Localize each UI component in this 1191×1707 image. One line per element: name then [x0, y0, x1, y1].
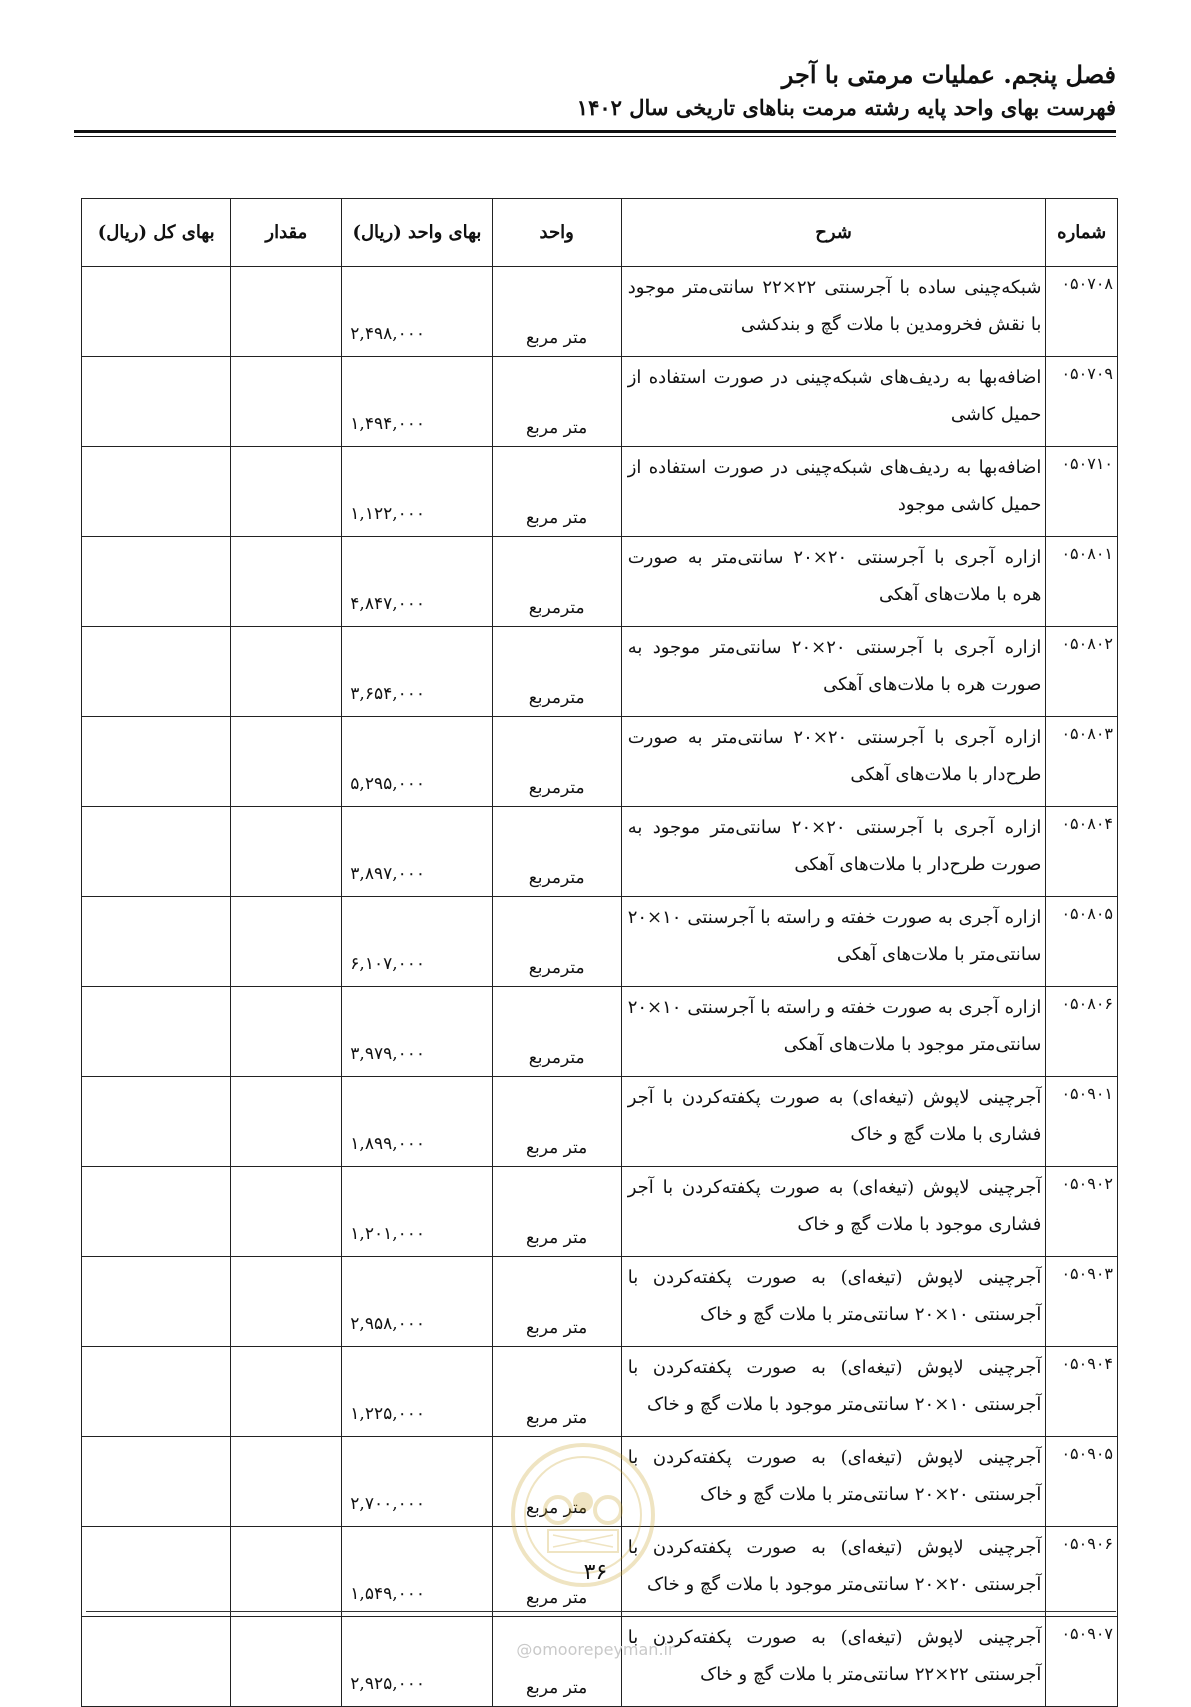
table-row: [82, 1257, 1118, 1347]
row-unit-price: ۵,۲۹۵,۰۰۰: [342, 717, 492, 807]
row-total-price: [82, 357, 231, 447]
row-total-price: [82, 447, 231, 537]
row-quantity: [231, 1437, 342, 1527]
row-total-price: [82, 1437, 231, 1527]
row-total-price: [82, 807, 231, 897]
row-total-price: [82, 1077, 231, 1167]
row-total-price: [82, 1257, 231, 1347]
table-header-row: [82, 199, 1118, 267]
row-code: ۰۵۰۹۰۳: [1046, 1257, 1118, 1347]
table-row: [82, 1077, 1118, 1167]
row-quantity: [231, 987, 342, 1077]
row-unit-price: ۲,۹۲۵,۰۰۰: [342, 1617, 492, 1707]
row-unit: متر مربع: [492, 267, 621, 357]
row-description: ازاره آجری به صورت خفته و راسته با آجرسنتی ۱۰×۲۰ سانتی‌متر موجود با ملات‌های آهکی: [621, 987, 1046, 1077]
row-code: ۰۵۰۹۰۱: [1046, 1077, 1118, 1167]
row-description: ازاره آجری به صورت خفته و راسته با آجرسنتی ۱۰×۲۰ سانتی‌متر با ملات‌های آهکی: [621, 897, 1046, 987]
row-unit: مترمربع: [492, 717, 621, 807]
document-subtitle: فهرست بهای واحد پایه رشته مرمت بناهای تاریخی سال ۱۴۰۲: [576, 95, 1116, 120]
col-header-unit-price: بهای واحد (ریال): [342, 199, 492, 267]
row-quantity: [231, 717, 342, 807]
row-code: ۰۵۰۹۰۴: [1046, 1347, 1118, 1437]
row-description: ازاره آجری با آجرسنتی ۲۰×۲۰ سانتی‌متر موجود به صورت هره با ملات‌های آهکی: [621, 627, 1046, 717]
row-description: اضافه‌بها به ردیف‌های شبکه‌چینی در صورت استفاده از حمیل کاشی موجود: [621, 447, 1046, 537]
row-quantity: [231, 1347, 342, 1437]
row-unit-price: ۶,۱۰۷,۰۰۰: [342, 897, 492, 987]
row-total-price: [82, 1617, 231, 1707]
row-code: ۰۵۰۹۰۲: [1046, 1167, 1118, 1257]
chapter-title: فصل پنجم. عملیات مرمتی با آجر: [781, 60, 1116, 89]
table-row: [82, 1167, 1118, 1257]
row-description: اضافه‌بها به ردیف‌های شبکه‌چینی در صورت استفاده از حمیل کاشی: [621, 357, 1046, 447]
row-unit: متر مربع: [492, 1527, 621, 1617]
row-unit-price: ۳,۶۵۴,۰۰۰: [342, 627, 492, 717]
row-description: ازاره آجری با آجرسنتی ۲۰×۲۰ سانتی‌متر به صورت هره با ملات‌های آهکی: [621, 537, 1046, 627]
row-unit-price: ۱,۲۰۱,۰۰۰: [342, 1167, 492, 1257]
row-unit: متر مربع: [492, 1347, 621, 1437]
table-row: [82, 267, 1118, 357]
row-quantity: [231, 357, 342, 447]
row-code: ۰۵۰۸۰۵: [1046, 897, 1118, 987]
row-code: ۰۵۰۸۰۳: [1046, 717, 1118, 807]
row-quantity: [231, 1257, 342, 1347]
table-row: [82, 897, 1118, 987]
row-description: آجرچینی لاپوش (تیغه‌ای) به صورت پکفته‌کردن با آجرسنتی ۲۰×۲۰ سانتی‌متر با ملات گچ و خاک: [621, 1437, 1046, 1527]
row-total-price: [82, 627, 231, 717]
row-total-price: [82, 897, 231, 987]
row-description: ازاره آجری با آجرسنتی ۲۰×۲۰ سانتی‌متر به صورت طرح‌دار با ملات‌های آهکی: [621, 717, 1046, 807]
row-description: آجرچینی لاپوش (تیغه‌ای) به صورت پکفته‌کردن با آجرسنتی ۱۰×۲۰ سانتی‌متر موجود با ملات گچ و خاک: [621, 1347, 1046, 1437]
table-row: [82, 1617, 1118, 1707]
row-quantity: [231, 1077, 342, 1167]
row-unit-price: ۳,۹۷۹,۰۰۰: [342, 987, 492, 1077]
row-description: آجرچینی لاپوش (تیغه‌ای) به صورت پکفته‌کردن با آجر فشاری با ملات گچ و خاک: [621, 1077, 1046, 1167]
row-code: ۰۵۰۸۰۱: [1046, 537, 1118, 627]
col-header-total-price: بهای کل (ریال): [82, 199, 231, 267]
col-header-code: شماره: [1046, 199, 1118, 267]
table-row: [82, 807, 1118, 897]
row-quantity: [231, 627, 342, 717]
row-unit-price: ۲,۴۹۸,۰۰۰: [342, 267, 492, 357]
row-unit: متر مربع: [492, 447, 621, 537]
row-total-price: [82, 537, 231, 627]
row-unit: متر مربع: [492, 1617, 621, 1707]
row-unit-price: ۳,۸۹۷,۰۰۰: [342, 807, 492, 897]
row-description: آجرچینی لاپوش (تیغه‌ای) به صورت پکفته‌کردن با آجرسنتی ۲۲×۲۲ سانتی‌متر با ملات گچ و خاک: [621, 1617, 1046, 1707]
row-code: ۰۵۰۹۰۵: [1046, 1437, 1118, 1527]
table-row: [82, 357, 1118, 447]
row-unit: مترمربع: [492, 897, 621, 987]
row-quantity: [231, 537, 342, 627]
row-code: ۰۵۰۷۰۸: [1046, 267, 1118, 357]
row-unit-price: ۲,۷۰۰,۰۰۰: [342, 1437, 492, 1527]
row-total-price: [82, 717, 231, 807]
row-unit: متر مربع: [492, 1257, 621, 1347]
page-header: [577, 58, 1116, 124]
row-unit: متر مربع: [492, 1437, 621, 1527]
table-row: [82, 447, 1118, 537]
col-header-unit: واحد: [492, 199, 621, 267]
table-row: [82, 537, 1118, 627]
table-row: [82, 987, 1118, 1077]
row-unit-price: ۱,۴۹۴,۰۰۰: [342, 357, 492, 447]
row-total-price: [82, 267, 231, 357]
row-unit-price: ۴,۸۴۷,۰۰۰: [342, 537, 492, 627]
row-code: ۰۵۰۷۱۰: [1046, 447, 1118, 537]
row-code: ۰۵۰۸۰۶: [1046, 987, 1118, 1077]
row-unit-price: ۱,۱۲۲,۰۰۰: [342, 447, 492, 537]
row-unit: مترمربع: [492, 627, 621, 717]
row-total-price: [82, 1347, 231, 1437]
row-quantity: [231, 1617, 342, 1707]
col-header-quantity: مقدار: [231, 199, 342, 267]
col-header-description: شرح: [621, 199, 1046, 267]
table-row: [82, 627, 1118, 717]
table-row: [82, 1347, 1118, 1437]
footer-rule: [86, 1611, 1116, 1612]
watermark-url: @omoorepeyman.ir: [516, 1640, 675, 1659]
row-unit-price: ۱,۵۴۹,۰۰۰: [342, 1527, 492, 1617]
price-list-table: [81, 198, 1118, 1707]
row-code: ۰۵۰۷۰۹: [1046, 357, 1118, 447]
row-unit-price: ۱,۸۹۹,۰۰۰: [342, 1077, 492, 1167]
page-number: ۳۶: [583, 1560, 608, 1585]
row-unit-price: ۲,۹۵۸,۰۰۰: [342, 1257, 492, 1347]
row-code: ۰۵۰۹۰۶: [1046, 1527, 1118, 1617]
row-unit: مترمربع: [492, 537, 621, 627]
row-code: ۰۵۰۸۰۲: [1046, 627, 1118, 717]
row-quantity: [231, 267, 342, 357]
row-description: آجرچینی لاپوش (تیغه‌ای) به صورت پکفته‌کردن با آجر فشاری موجود با ملات گچ و خاک: [621, 1167, 1046, 1257]
row-quantity: [231, 447, 342, 537]
table-row: [82, 1437, 1118, 1527]
row-unit: مترمربع: [492, 807, 621, 897]
table-body: [82, 267, 1118, 1707]
row-description: ازاره آجری با آجرسنتی ۲۰×۲۰ سانتی‌متر موجود به صورت طرح‌دار با ملات‌های آهکی: [621, 807, 1046, 897]
row-code: ۰۵۰۸۰۴: [1046, 807, 1118, 897]
row-description: شبکه‌چینی ساده با آجرسنتی ۲۲×۲۲ سانتی‌متر موجود با نقش فخرومدین با ملات گچ و بندکشی: [621, 267, 1046, 357]
row-unit: متر مربع: [492, 1077, 621, 1167]
row-quantity: [231, 807, 342, 897]
row-unit-price: ۱,۲۲۵,۰۰۰: [342, 1347, 492, 1437]
row-total-price: [82, 1167, 231, 1257]
table-row: [82, 717, 1118, 807]
row-description: آجرچینی لاپوش (تیغه‌ای) به صورت پکفته‌کردن با آجرسنتی ۲۰×۲۰ سانتی‌متر موجود با ملات گچ و خاک: [621, 1527, 1046, 1617]
header-thick-rule: [74, 130, 1116, 133]
row-total-price: [82, 987, 231, 1077]
header-thin-rule: [74, 136, 1116, 137]
row-quantity: [231, 1167, 342, 1257]
row-description: آجرچینی لاپوش (تیغه‌ای) به صورت پکفته‌کردن با آجرسنتی ۱۰×۲۰ سانتی‌متر با ملات گچ و خاک: [621, 1257, 1046, 1347]
row-unit: متر مربع: [492, 1167, 621, 1257]
row-quantity: [231, 897, 342, 987]
row-code: ۰۵۰۹۰۷: [1046, 1617, 1118, 1707]
row-unit: متر مربع: [492, 357, 621, 447]
row-unit: مترمربع: [492, 987, 621, 1077]
